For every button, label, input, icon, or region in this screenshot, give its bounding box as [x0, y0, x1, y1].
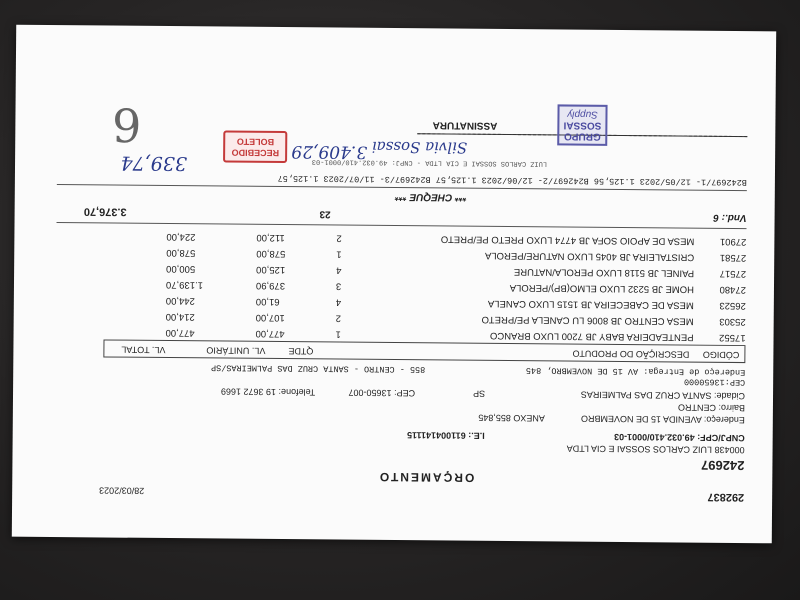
item-unit-price: 477,00 [255, 327, 285, 340]
client-address-annex: ANEXO 855,845 [478, 412, 545, 424]
item-total: 500,00 [166, 263, 196, 275]
item-code: 27480 [719, 283, 747, 296]
client-cnpj: CNPJ/CPF: 49.032.410/0001-03 [614, 431, 745, 444]
col-header-desc: DESCRIÇÃO DO PRODUTO [572, 348, 690, 360]
item-qty: 4 [335, 296, 342, 308]
item-qty: 4 [336, 264, 342, 276]
cheque-installments: B242697/1- 12/05/2023 1.125,56 B242697/2- 12/06/2023 1.125,57 B242697/3- 11/07/2023 1.125,57 [277, 172, 747, 188]
item-code: 27581 [719, 251, 747, 264]
handwritten-total: 3.409,29 [291, 141, 368, 162]
quote-paper [12, 25, 776, 544]
item-qty: 1 [336, 248, 342, 260]
grupo-sossai-stamp [557, 104, 607, 145]
item-desc: MESA DE APOIO SOFA JB 4774 LUXO PRETO PE/PRETO [440, 233, 695, 247]
table-row [106, 279, 747, 296]
client-state: SP [472, 388, 486, 399]
totals-divider [57, 222, 747, 229]
stamp-line: SOSSAI [563, 119, 602, 131]
item-qty: 3 [335, 280, 342, 292]
table-row [106, 263, 747, 280]
document-number: 242697 [700, 457, 745, 474]
item-desc: PENTEADEIRA BABY JB 7200 LUXO BRANCO [489, 329, 694, 343]
signature-label: ASSINATURA [432, 119, 498, 131]
client-city: Cidade: SANTA CRUZ DAS PALMEIRAS [580, 389, 746, 402]
stamp-line: RECEBIDO [231, 147, 280, 158]
client-name: 000438 LUIZ CARLOS SOSSAI E CIA LTDA [566, 443, 745, 456]
item-unit-price: 379,90 [255, 279, 286, 292]
item-unit-price: 578,00 [256, 247, 286, 260]
table-row [106, 295, 746, 312]
item-total: 1.139,70 [165, 279, 204, 291]
item-code: 27517 [719, 267, 747, 280]
item-code: 27901 [719, 235, 747, 248]
table-row [106, 311, 746, 328]
total-quantity: 23 [319, 208, 331, 220]
rotated-document [12, 25, 776, 544]
quote-date: 28/03/2023 [99, 485, 145, 496]
table-row [106, 231, 747, 248]
table-row [106, 247, 747, 264]
item-desc: CRISTALEIRA JB 4045 LUXO NATURE/PEROLA [484, 249, 695, 263]
stamp-line: BOLETO [236, 136, 275, 147]
stamp-line: Supply [567, 108, 598, 120]
item-desc: MESA CENTRO JB 8006 LU CANELA PE/PRETO [481, 313, 694, 327]
handwritten-signature: Silvia Sossai [371, 137, 468, 157]
item-code: 25303 [719, 315, 746, 328]
item-desc: PAINEL JB 5118 LUXO PEROLA/NATURE [513, 266, 695, 279]
quote-document [54, 108, 747, 504]
item-desc: MESA DE CABECEIRA JB 1515 LUXO CANELA [487, 297, 694, 311]
col-header-code: CÓDIGO [702, 349, 740, 361]
delivery-zip: CEP:13650000 [683, 376, 746, 388]
item-qty: 1 [335, 328, 341, 340]
item-total: 214,00 [165, 311, 195, 323]
handwritten-corner-value: 339,74 [120, 151, 188, 175]
handwritten-circled-digit [112, 98, 142, 152]
item-total: 224,00 [166, 231, 196, 243]
item-desc: HOME JB 5232 LUXO ELMO(BP)/PEROLA [509, 282, 695, 295]
delivery-address-rest: 855 - CENTRO - SANTA CRUZ DAS PALMEIRAS/SP [210, 362, 426, 375]
col-header-qty: QTDE [288, 346, 314, 357]
stamp-line: GRUPO [564, 130, 601, 142]
item-qty: 2 [335, 312, 342, 324]
client-zip: CEP: 13650-007 [348, 387, 416, 399]
grand-total: 3.376,70 [83, 205, 127, 218]
item-unit-price: 125,00 [256, 263, 286, 276]
received-stamp [224, 131, 288, 164]
payment-method-label: *** CHEQUE *** [395, 191, 467, 203]
item-qty: 2 [336, 232, 342, 244]
document-title: ORÇAMENTO [377, 469, 475, 485]
item-unit-price: 112,00 [256, 231, 285, 244]
item-code: 26523 [719, 299, 746, 312]
col-header-total: VL. TOTAL [121, 344, 166, 356]
delivery-address: Endereço de Entrega: AV 15 DE NOVEMBRO, 845 [525, 365, 746, 378]
seller-code: Vnd.: 6 [713, 211, 747, 224]
item-unit-price: 61,00 [255, 295, 280, 308]
item-total: 578,00 [166, 247, 196, 259]
item-total: 244,00 [165, 295, 195, 307]
stamp-strip: LUIZ CARLOS SOSSAI E CIA LTDA - CNPJ: 49.032.410/0001-03 [311, 157, 548, 168]
client-phone: Telefone: 19 3672 1669 [220, 386, 316, 398]
item-total: 477,00 [165, 327, 195, 339]
client-ie: I.E.: 611004141115 [407, 430, 485, 441]
handwritten-digit: 6 [111, 97, 142, 152]
order-number: 292837 [707, 490, 745, 504]
col-header-unit: VL. UNITÁRIO [206, 345, 266, 356]
client-district: Bairro: CENTRO [677, 402, 745, 414]
client-address: Endereço: AVENIDA 15 DE NOVEMBRO [580, 413, 745, 426]
item-unit-price: 107,00 [255, 311, 285, 324]
item-code: 17552 [719, 331, 746, 344]
